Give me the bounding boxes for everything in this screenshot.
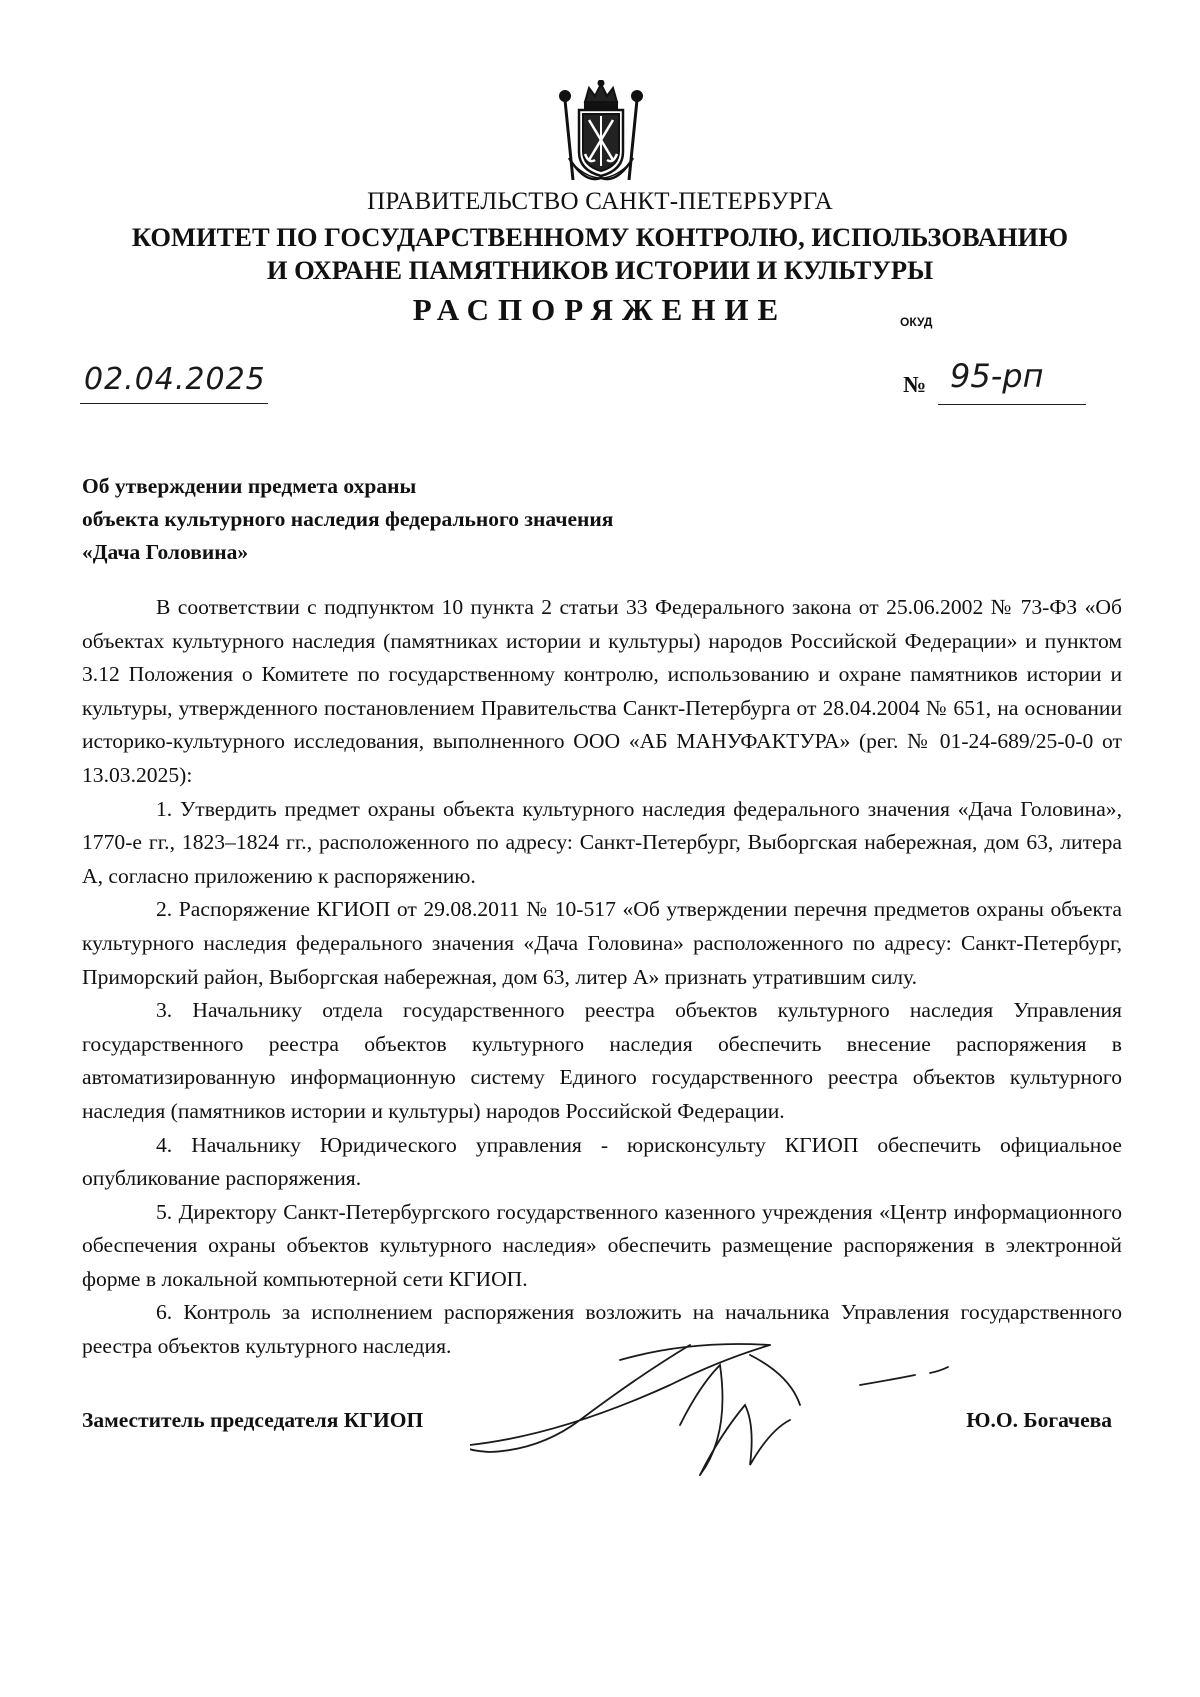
handwritten-signature xyxy=(470,1325,990,1495)
document-type: РАСПОРЯЖЕНИЕ xyxy=(412,292,788,327)
signatory-title: Заместитель председателя КГИОП xyxy=(82,1408,424,1432)
clause-paragraph: 5. Директору Санкт-Петербургского государственного казенного учреждения «Центр информационного обеспечения охраны объектов культурного наследия» обеспечить размещение распоряжения в электронной форме в локальной компьютерной сети КГИОП. xyxy=(82,1199,1122,1291)
clause-paragraph: 4. Начальнику Юридического управления - юрисконсульту КГИОП обеспечить официальное опубликование распоряжения. xyxy=(82,1132,1122,1191)
document-subject xyxy=(82,470,613,569)
signatory-name: Ю.О. Богачева xyxy=(966,1408,1112,1432)
committee-name-line2: И ОХРАНЕ ПАМЯТНИКОВ ИСТОРИИ И КУЛЬТУРЫ xyxy=(266,255,934,285)
clause-paragraph: 1. Утвердить предмет охраны объекта культурного наследия федерального значения «Дача Головина», 1770-е гг., 1823–1824 гг., расположенного по адресу: Санкт-Петербург, Выборгская набережная, дом 63, литера А, согласно приложению к распоряжению. xyxy=(82,796,1122,888)
subject-line: Об утверждении предмета охраны xyxy=(82,474,417,498)
document-body xyxy=(82,591,1122,1364)
number-underline xyxy=(938,404,1086,405)
coat-of-arms-icon xyxy=(555,80,647,185)
okud-label: ОКУД xyxy=(900,315,933,329)
subject-line: «Дача Головина» xyxy=(82,540,249,564)
clause-paragraph: 3. Начальнику отдела государственного реестра объектов культурного наследия Управления государственного реестра объектов культурного наследия обеспечить внесение распоряжения в автоматизированную информационную систему Единого государственного реестра объектов культурного наследия (памятников истории и культуры) народов Российской Федерации. xyxy=(82,998,1122,1123)
clause-paragraph: 2. Распоряжение КГИОП от 29.08.2011 № 10-517 «Об утверждении перечня предметов охраны объекта культурного наследия федерального значения «Дача Головина» расположенного по адресу: Санкт-Петербург, Приморский район, Выборгская набережная, дом 63, литер А» признать утратившим силу. xyxy=(82,897,1122,989)
government-name: ПРАВИТЕЛЬСТВО САНКТ-ПЕТЕРБУРГА xyxy=(367,188,833,215)
document-number: 95-рп xyxy=(950,357,1044,395)
preamble-paragraph: В соответствии с подпунктом 10 пункта 2 статьи 33 Федерального закона от 25.06.2002 № 73-ФЗ «Об объектах культурного наследия (памятниках истории и культуры) народов Российской Федерации» и пунктом 3.12 Положения о Комитете по государственному контролю, использованию и охране памятников истории и культуры, утвержденного постановлением Правительства Санкт-Петербурга от 28.04.2004 № 651, на основании историко-культурного исследования, выполненного ООО «АБ МАНУФАКТУРА» (рег. № 01-24-689/25-0-0 от 13.03.2025): xyxy=(82,595,1122,787)
date-underline xyxy=(80,403,268,404)
subject-line: объекта культурного наследия федерального значения xyxy=(82,507,614,531)
document-date: 02.04.2025 xyxy=(84,362,266,397)
committee-name-line1: КОМИТЕТ ПО ГОСУДАРСТВЕННОМУ КОНТРОЛЮ, ИСПОЛЬЗОВАНИЮ xyxy=(131,222,1069,252)
clause-paragraph: 6. Контроль за исполнением распоряжения возложить на начальника Управления государственного реестра объектов культурного наследия. xyxy=(82,1300,1122,1359)
number-sign: № xyxy=(903,372,927,397)
